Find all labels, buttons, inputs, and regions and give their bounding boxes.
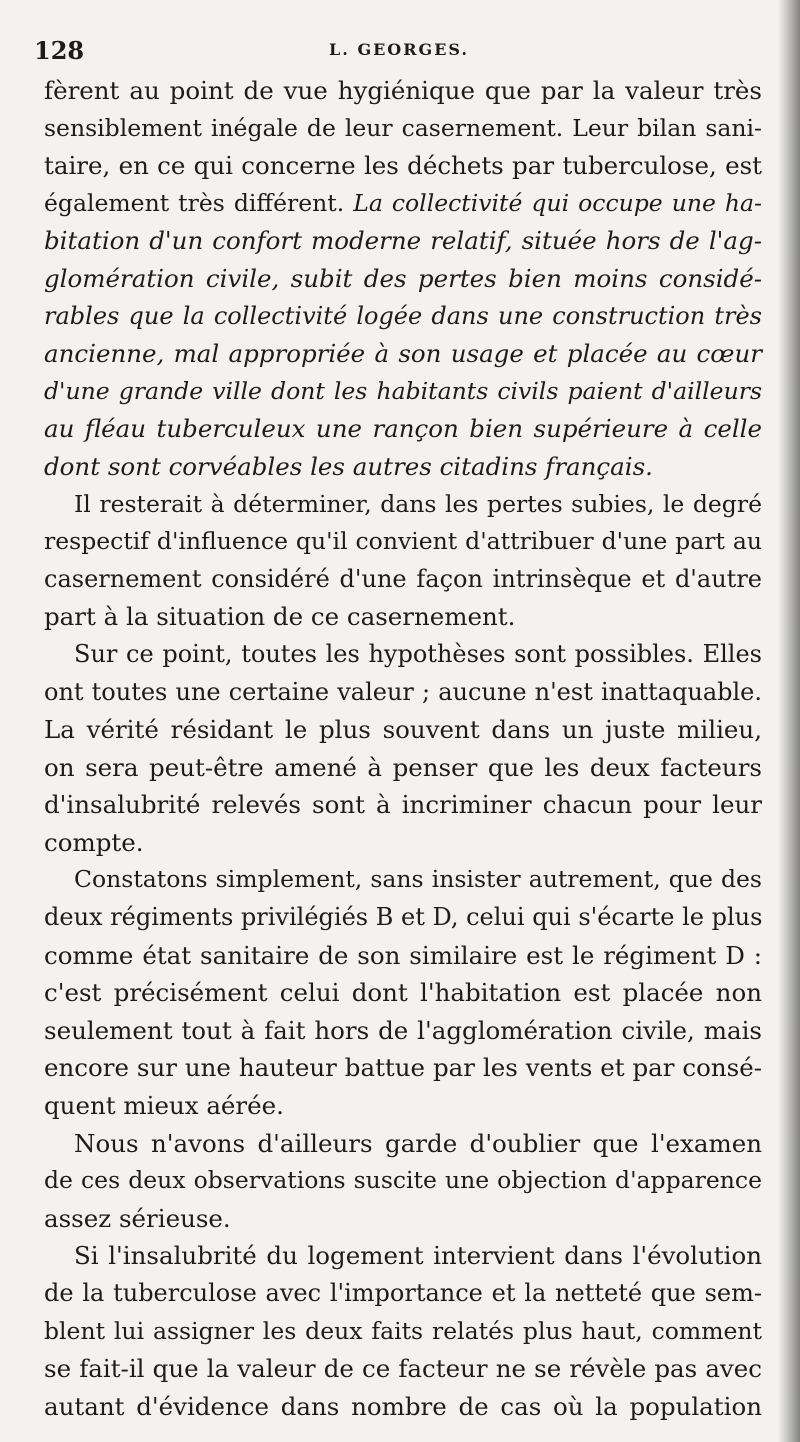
text-line: casernement considéré d'une façon intrinsèque et d'autre [44, 564, 762, 593]
text-line: rables que la collectivité logée dans une construction très [44, 301, 762, 330]
text-line: sensiblement inégale de leur casernement. Leur bilan sani- [44, 113, 762, 142]
text-line: d'une grande ville dont les habitants civils paient d'ailleurs [44, 376, 762, 405]
page-header [34, 36, 764, 66]
text-line: deux régiments privilégiés B et D, celui qui s'écarte le plus [44, 903, 763, 932]
text-line: taire, en ce qui concerne les déchets par tuberculose, est [44, 151, 762, 181]
text-run: également très différent. [44, 188, 354, 217]
text-line: bitation d'un confort moderne relatif, située hors de l'ag- [44, 226, 762, 256]
text-line: on sera peut-être amené à penser que les deux facteurs [44, 752, 762, 782]
text-line: quent mieux aérée. [44, 1091, 284, 1121]
page-edge-shadow [778, 0, 800, 1442]
text-line: de ces deux observations suscite une objection d'apparence [44, 1166, 762, 1195]
text-line: encore sur une hauteur battue par les vents et par consé- [44, 1053, 762, 1083]
text-line: glomération civile, subit des pertes bien moins considé- [44, 263, 762, 293]
text-line: part à la situation de ce casernement. [44, 602, 516, 632]
page-number: 128 [34, 36, 85, 65]
text-line [44, 185, 762, 223]
text-line: Nous n'avons d'ailleurs garde d'oublier que l'examen [74, 1128, 762, 1158]
text-line: dont sont corvéables les autres citadins français. [44, 451, 653, 481]
text-line: au fléau tuberculeux une rançon bien supérieure à celle [44, 414, 762, 444]
text-line: Sur ce point, toutes les hypothèses sont possibles. Elles [74, 639, 762, 668]
running-head: L. GEORGES. [329, 40, 469, 59]
text-line: se fait-il que la valeur de ce facteur ne se révèle pas avec [44, 1354, 762, 1384]
text-line: compte. [44, 827, 144, 857]
text-line: assez sérieuse. [44, 1203, 231, 1233]
text-line: c'est précisément celui dont l'habitation est placée non [44, 978, 762, 1008]
text-line: d'insalubrité relevés sont à incriminer chacun pour leur [44, 790, 762, 820]
text-line: fèrent au point de vue hygiénique que par la valeur très [44, 76, 762, 105]
text-line: La vérité résidant le plus souvent dans un juste milieu, [44, 715, 762, 745]
text-line: ancienne, mal appropriée à son usage et placée au cœur [44, 339, 762, 369]
text-line: respectif d'influence qu'il convient d'attribuer d'une part au [44, 527, 762, 556]
text-line: autant d'évidence dans nombre de cas où la population [44, 1391, 762, 1421]
text-line: blent lui assigner les deux faits relatés plus haut, comment [44, 1316, 762, 1345]
text-run-italic: La collectivité qui occupe une ha- [353, 188, 762, 217]
text-line: de la tuberculose avec l'importance et la netteté que sem- [44, 1279, 762, 1307]
text-line: Si l'insalubrité du logement intervient dans l'évolution [74, 1241, 762, 1271]
text-line: comme état sanitaire de son similaire est le régiment D : [44, 940, 762, 970]
body-text [44, 72, 762, 1425]
text-line: Il resterait à déterminer, dans les pertes subies, le degré [74, 489, 762, 518]
text-line: Constatons simplement, sans insister autrement, que des [74, 865, 762, 894]
text-line: seulement tout à fait hors de l'agglomération civile, mais [44, 1015, 762, 1045]
text-line: ont toutes une certaine valeur ; aucune n'est inattaquable. [44, 677, 762, 706]
